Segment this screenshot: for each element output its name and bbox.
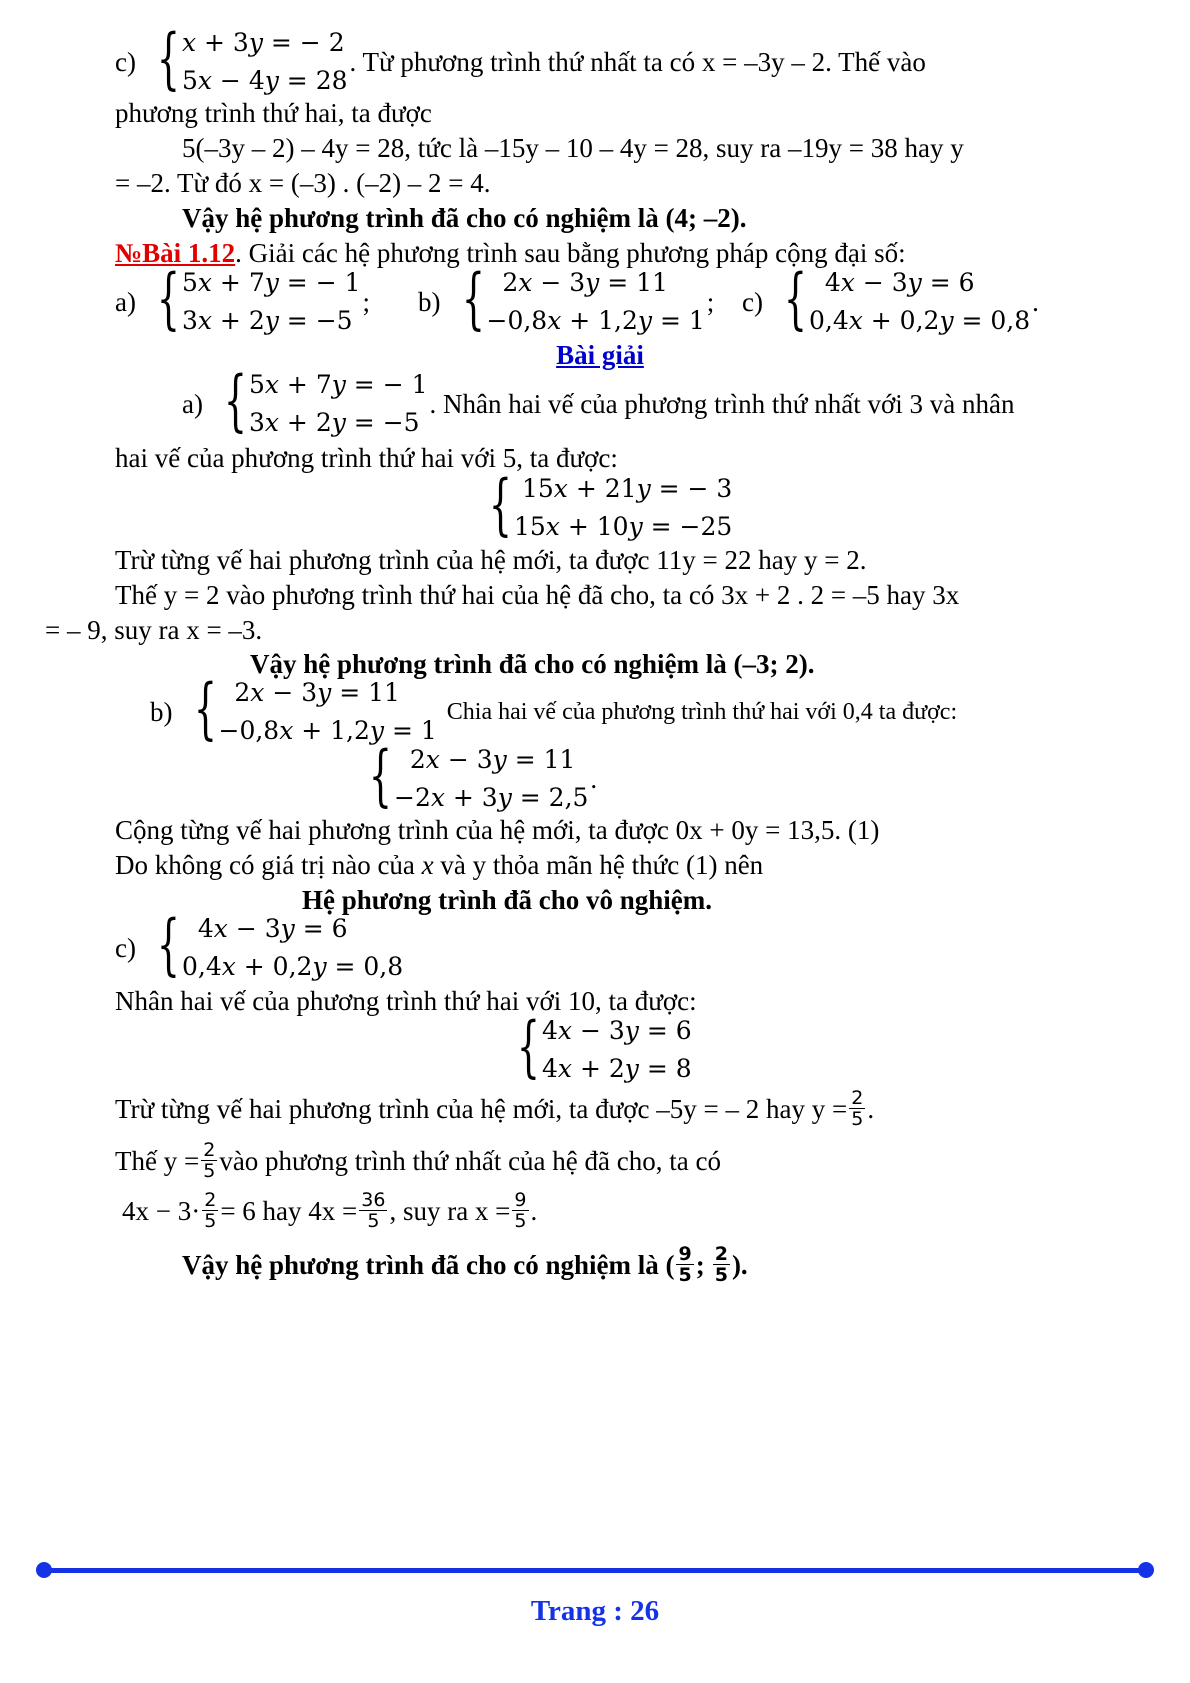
system-rows (249, 366, 428, 442)
brace: { (156, 260, 180, 337)
part-label: a) (115, 286, 136, 317)
text: vào phương trình thứ nhất của hệ đã cho, ta có (219, 1145, 721, 1176)
solution-title: Bài giải (556, 340, 644, 370)
denominator: 5 (204, 1210, 217, 1232)
equation: 𝑥 + 3𝑦 = − 2 (181, 28, 345, 57)
text: , suy ra x = (389, 1195, 511, 1226)
sol-c-system (115, 906, 404, 986)
text: Thế y = (115, 1145, 200, 1176)
fraction (713, 1244, 730, 1285)
numerator: 9 (678, 1243, 692, 1265)
brace: { (488, 466, 512, 543)
text-line: phương trình thứ hai, ta được (115, 98, 432, 128)
system-a (115, 260, 371, 340)
equation: 2𝑥 − 3𝑦 = 11 (218, 678, 400, 707)
system-rows (809, 264, 1030, 340)
part-label: a) (182, 388, 203, 419)
punctuation: ; (362, 286, 371, 317)
equation: 0,4𝑥 + 0,2𝑦 = 0,8 (808, 306, 1031, 335)
conclusion: Vậy hệ phương trình đã cho có nghiệm là (4; –2). (182, 203, 747, 233)
exercise-text: . Giải các hệ phương trình sau bằng phương pháp cộng đại số: (235, 238, 906, 268)
text-line: Thế y = 2 vào phương trình thứ hai của hệ đã cho, ta có 3x + 2 . 2 = –5 hay 3x (115, 580, 960, 610)
fraction (359, 1190, 387, 1231)
conclusion: Vậy hệ phương trình đã cho có nghiệm là ( $\frac{9}{5}$ ; $\frac{2}{5}$ ). (182, 1243, 748, 1286)
part-label: b) (150, 696, 173, 727)
text-line: = – 9, suy ra x = –3. (45, 615, 263, 645)
sol-b-system (150, 670, 958, 750)
text: Chia hai vế của phương trình thứ hai với 0,4 ta được: (446, 698, 958, 725)
numerator: 2 (714, 1243, 728, 1265)
numerator: 9 (514, 1189, 527, 1211)
punctuation: . (590, 763, 598, 794)
text-line: = –2. Từ đó x = (–3) . (–2) – 2 = 4. (115, 168, 491, 198)
system-rows (514, 470, 732, 546)
sol-a-new-system (470, 466, 733, 546)
conclusion: Hệ phương trình đã cho vô nghiệm. (302, 885, 712, 915)
text-line: Nhân hai vế của phương trình thứ hai với 10, ta được: (115, 986, 697, 1016)
system-c (742, 260, 1039, 340)
equation: 4𝑥 − 3𝑦 = 6 (808, 268, 975, 297)
equation: 0,4𝑥 + 0,2𝑦 = 0,8 (181, 952, 404, 981)
equation: 2𝑥 − 3𝑦 = 11 (486, 268, 668, 297)
fraction (512, 1190, 528, 1231)
equation: 2𝑥 − 3𝑦 = 11 (394, 745, 576, 774)
numerator: 2 (204, 1189, 217, 1211)
brace: { (156, 20, 180, 97)
text: = 6 hay 4x = (220, 1195, 358, 1226)
denominator: 5 (203, 1160, 216, 1182)
brace: { (783, 260, 807, 337)
text: Vậy hệ phương trình đã cho có nghiệm là ( (182, 1249, 675, 1280)
conclusion: Vậy hệ phương trình đã cho có nghiệm là (–3; 2). (250, 649, 815, 679)
system-rows (394, 741, 588, 817)
punctuation: . (1032, 286, 1039, 317)
system-rows (182, 910, 403, 986)
punctuation: ; (706, 286, 715, 317)
divider-dot (36, 1562, 52, 1578)
equation: −2𝑥 + 3𝑦 = 2,5 (394, 783, 589, 812)
equation: 4𝑥 + 2𝑦 = 8 (542, 1054, 692, 1083)
brace: { (461, 260, 485, 337)
text: Trừ từng vế hai phương trình của hệ mới, ta được –5y = – 2 hay y = (115, 1093, 848, 1124)
numerator: 2 (851, 1087, 864, 1109)
system-rows (182, 24, 348, 100)
part-label: c) (115, 932, 136, 963)
fraction (849, 1088, 865, 1129)
system-b (418, 260, 715, 340)
text: 4x − 3· (122, 1195, 201, 1226)
sol-b-new-system (350, 737, 598, 817)
part-label: b) (418, 286, 441, 317)
equation: 15𝑥 + 21𝑦 = − 3 (522, 474, 733, 503)
equation: 4𝑥 − 3𝑦 = 6 (542, 1016, 692, 1045)
fraction (201, 1140, 217, 1181)
denominator: 5 (678, 1264, 692, 1286)
divider-dot (1138, 1562, 1154, 1578)
equation: 15𝑥 + 10𝑦 = −25 (514, 512, 733, 541)
text-line: Trừ từng vế hai phương trình của hệ mới, ta được –5y = – 2 hay y = $\frac{2}{5}$ . (115, 1087, 875, 1130)
text: ). (731, 1249, 748, 1280)
sol-c-new-system (498, 1008, 692, 1088)
sol-a-system (182, 362, 1015, 442)
text-line (115, 1140, 721, 1181)
fraction (676, 1244, 693, 1285)
system-rows (182, 264, 361, 340)
brace: { (156, 906, 180, 983)
denominator: 5 (714, 1264, 728, 1286)
numerator: 2 (203, 1139, 216, 1161)
equation: −0,8𝑥 + 1,2𝑦 = 1 (218, 716, 437, 745)
text-line: Cộng từng vế hai phương trình của hệ mới, ta được 0x + 0y = 13,5. (1) (115, 815, 880, 845)
intro-text: . Từ phương trình thứ nhất ta có x = –3y – 2. Thế vào (349, 46, 926, 77)
denominator: 5 (851, 1108, 864, 1130)
footer-divider (45, 1568, 1140, 1573)
fraction (202, 1190, 218, 1231)
equation: 5𝑥 − 4𝑦 = 28 (181, 66, 348, 95)
numerator: 36 (361, 1189, 386, 1211)
denominator: 5 (367, 1210, 380, 1232)
denominator: 5 (514, 1210, 527, 1232)
page-number: Trang : 26 (530, 1595, 660, 1627)
text-line: Trừ từng vế hai phương trình của hệ mới, ta được 11y = 22 hay y = 2. (115, 545, 867, 575)
variable: x (421, 850, 434, 880)
text-line: hai vế của phương trình thứ hai với 5, ta được: (115, 443, 618, 473)
part-label: c) (115, 46, 136, 77)
brace: { (516, 1008, 540, 1085)
brace: { (193, 670, 217, 747)
system-rows (487, 264, 705, 340)
equation: 4𝑥 − 3𝑦 = 6 (181, 914, 348, 943)
equation: 3𝑥 + 2𝑦 = −5 (248, 408, 420, 437)
text: Do không có giá trị nào của (115, 850, 422, 880)
brace: { (223, 362, 247, 439)
text-line: 4x − 3· $\frac{2}{5}$ = 6 hay 4x = $\frac{36}{5}$ , suy ra x = $\frac{9}{5}$ . (122, 1189, 538, 1232)
system-rows (219, 674, 437, 750)
text-line: 5(–3y – 2) – 4y = 28, tức là –15y – 10 – 4y = 28, suy ra –19y = 38 hay y (182, 133, 964, 163)
text-line (115, 848, 763, 882)
text: . Nhân hai vế của phương trình thứ nhất với 3 và nhân (429, 388, 1015, 419)
equation: −0,8𝑥 + 1,2𝑦 = 1 (486, 306, 705, 335)
part-label: c) (742, 286, 763, 317)
system-rows (542, 1012, 692, 1088)
equation: 3𝑥 + 2𝑦 = −5 (181, 306, 353, 335)
equation: 5𝑥 + 7𝑦 = − 1 (181, 268, 361, 297)
part-c-intro (115, 20, 926, 100)
equation: 5𝑥 + 7𝑦 = − 1 (248, 370, 428, 399)
exercise-number: №Bài 1.12 (115, 238, 236, 268)
text: và y thỏa mãn hệ thức (1) nên (433, 850, 764, 880)
brace: { (368, 737, 392, 814)
